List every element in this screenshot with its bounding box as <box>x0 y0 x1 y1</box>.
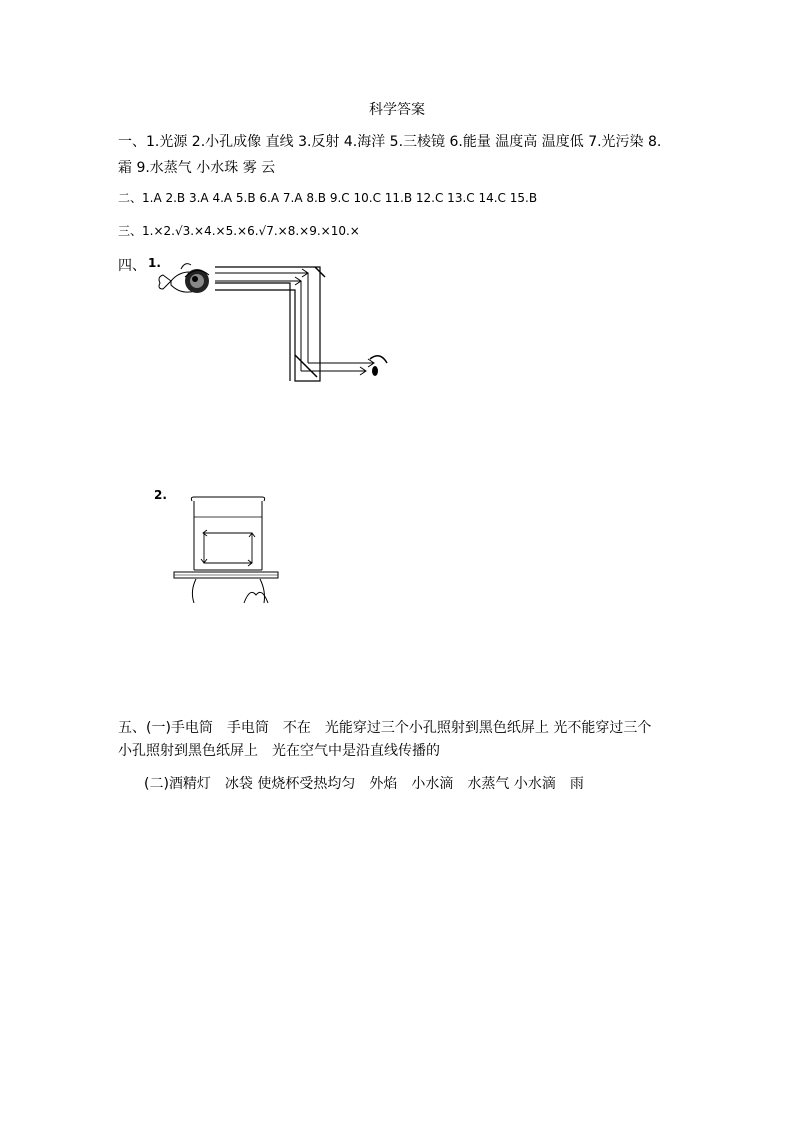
periscope-diagram <box>155 255 395 385</box>
section-one-line-2: 霜 9.水蒸气 小水珠 雾 云 <box>118 160 276 176</box>
question-1-label: 1. <box>148 256 161 270</box>
section-one-line-1: 一、1.光源 2.小孔成像 直线 3.反射 4.海洋 5.三棱镜 6.能量 温度高 温度低 7.光污染 8. <box>118 134 662 150</box>
section-five-line-3: (二)酒精灯 冰袋 使烧杯受热均匀 外焰 小水滴 水蒸气 小水滴 雨 <box>144 776 584 792</box>
section-five-line-2: 小孔照射到黑色纸屏上 光在空气中是沿直线传播的 <box>118 743 440 759</box>
fish-icon <box>159 264 209 293</box>
section-three-answers: 三、1.×2.√3.×4.×5.×6.√7.×8.×9.×10.× <box>118 224 360 238</box>
eye-icon <box>370 356 387 376</box>
section-four-heading: 四、 <box>118 258 146 274</box>
beaker-convection-diagram <box>172 495 282 605</box>
section-two-answers: 二、1.A 2.B 3.A 4.A 5.B 6.A 7.A 8.B 9.C 10.C 11.B 12.C 13.C 14.C 15.B <box>118 191 538 205</box>
page-title: 科学答案 <box>369 102 425 118</box>
section-five-line-1: 五、(一)手电筒 手电筒 不在 光能穿过三个小孔照射到黑色纸屏上 光不能穿过三个 <box>118 720 652 736</box>
question-2-label: 2. <box>154 488 167 502</box>
